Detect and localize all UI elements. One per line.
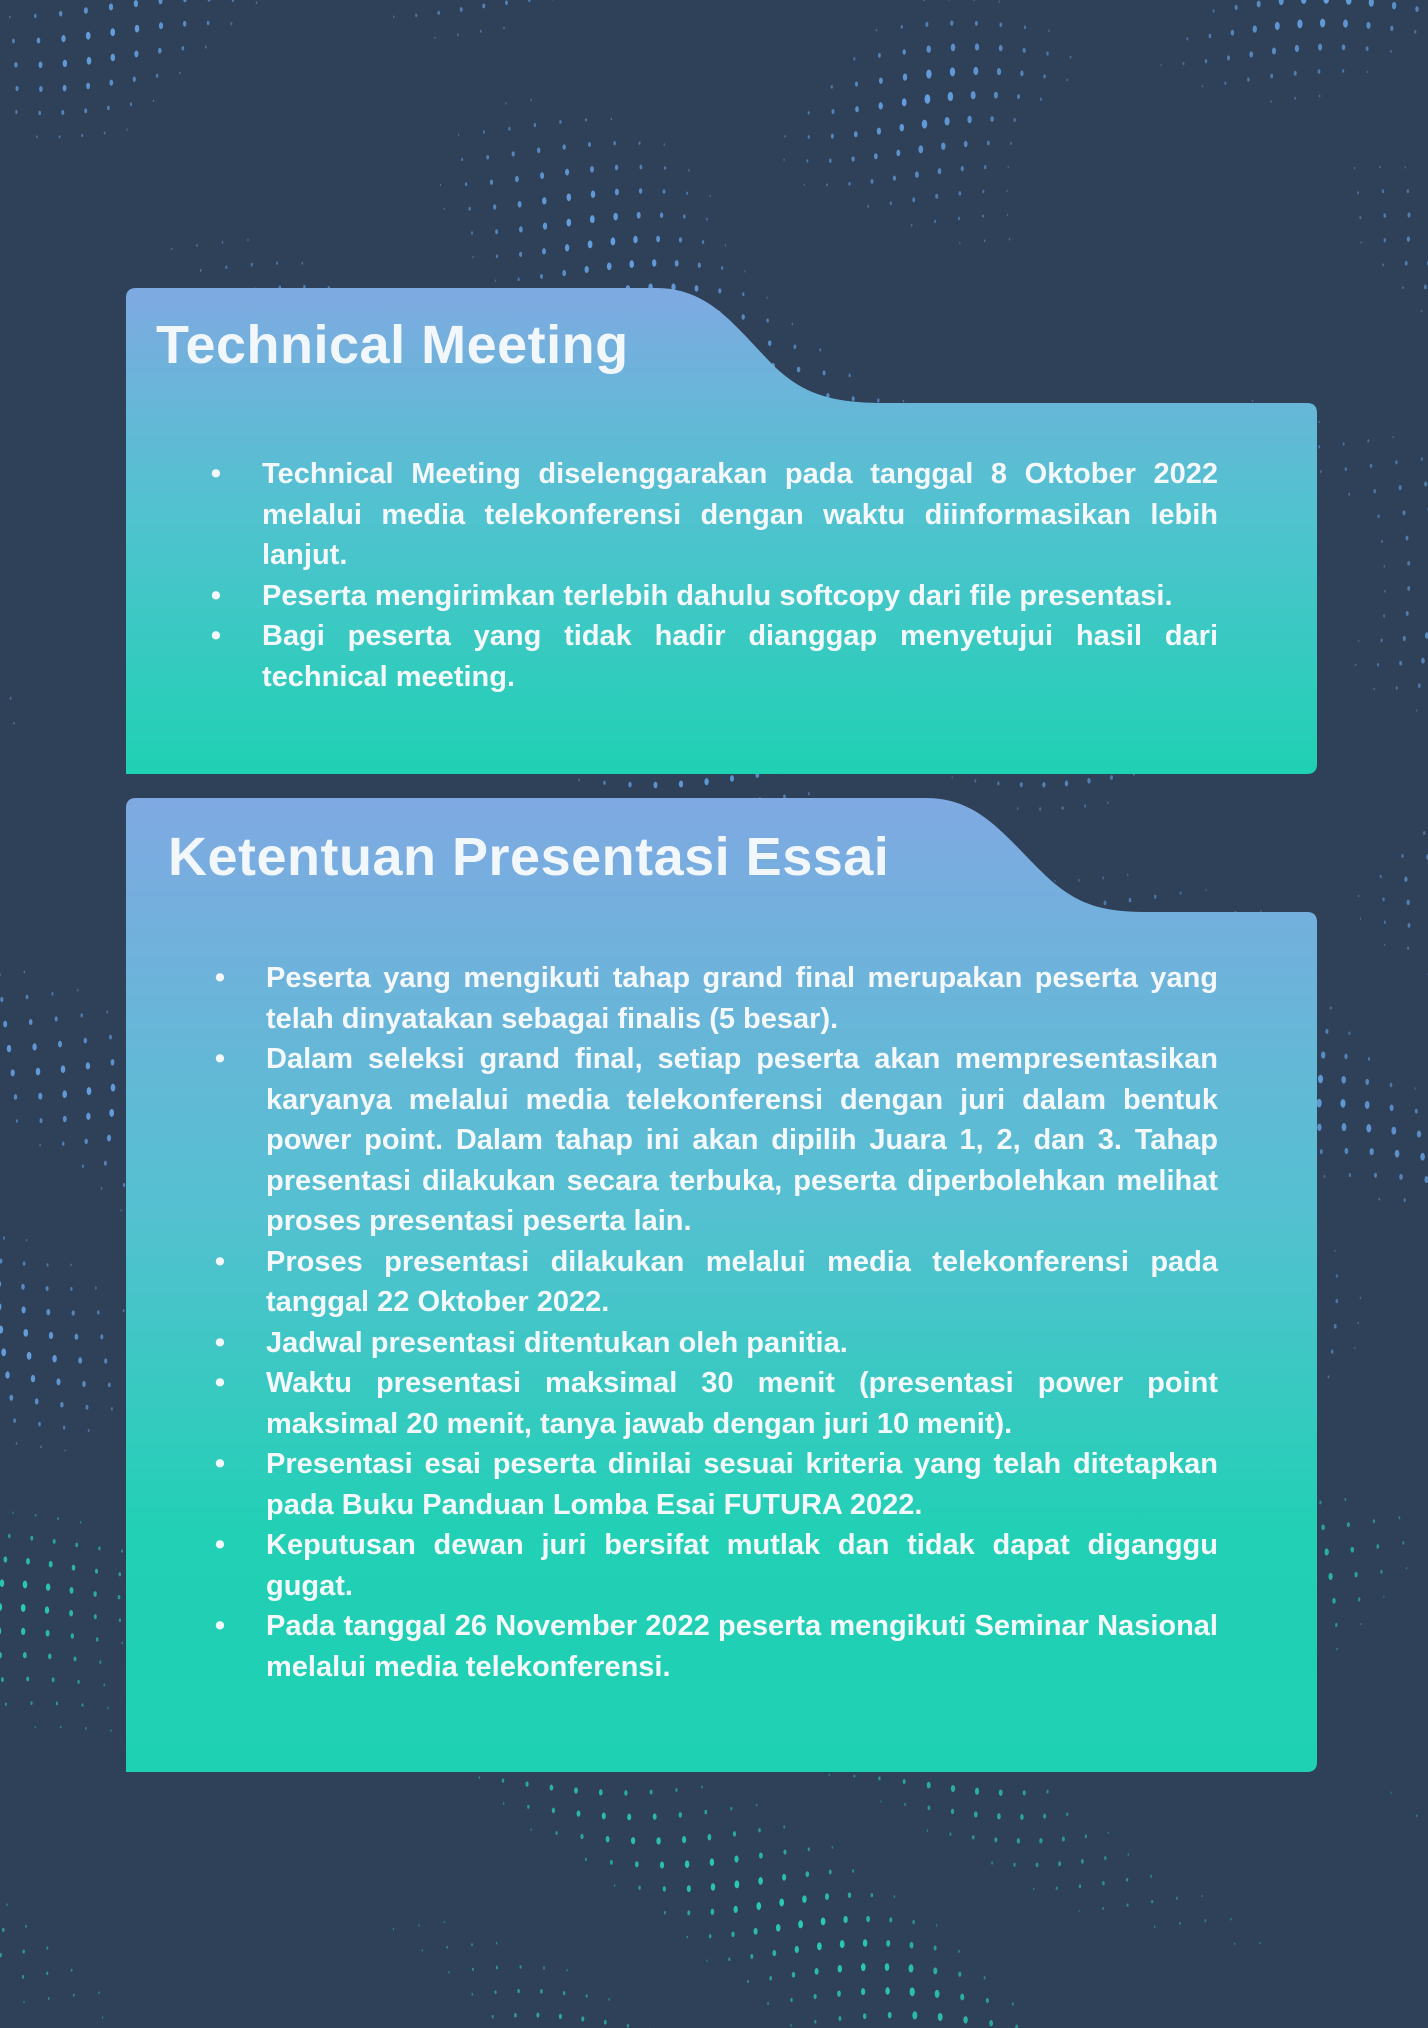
- bullet-icon: •: [210, 620, 222, 652]
- bullet-icon: •: [214, 1326, 226, 1359]
- bullet-icon: •: [214, 1367, 226, 1399]
- bullet-icon: •: [214, 1245, 226, 1278]
- list-item: [206, 576, 1218, 617]
- technical-meeting-title: Technical Meeting: [156, 315, 629, 375]
- bullet-icon: •: [214, 1529, 226, 1561]
- bullet-icon: •: [214, 1448, 226, 1480]
- list-item: [206, 454, 1218, 576]
- list-item: [210, 1039, 1218, 1242]
- list-item-text: Pada tanggal 26 November 2022 peserta mengikuti Seminar Nasional melalui media telekonferensi.: [266, 1610, 1218, 1683]
- list-item: [210, 1444, 1218, 1525]
- list-item: [210, 1323, 1218, 1364]
- technical-meeting-card: [126, 288, 1317, 774]
- bullet-icon: •: [210, 458, 222, 490]
- list-item-text: Presentasi esai peserta dinilai sesuai kriteria yang telah ditetapkan pada Buku Panduan Lomba Esai FUTURA 2022.: [266, 1448, 1218, 1521]
- ketentuan-presentasi-card: [126, 798, 1317, 1772]
- bullet-icon: •: [214, 1610, 226, 1642]
- list-item-text: Keputusan dewan juri bersifat mutlak dan tidak dapat diganggu gugat.: [266, 1529, 1218, 1602]
- bullet-icon: •: [214, 1043, 226, 1075]
- bullet-icon: •: [210, 579, 222, 612]
- list-item: [210, 1242, 1218, 1323]
- ketentuan-presentasi-list: [210, 958, 1218, 1687]
- bullet-icon: •: [214, 962, 226, 994]
- list-item: [210, 958, 1218, 1039]
- list-item-text: Technical Meeting diselenggarakan pada tanggal 8 Oktober 2022 melalui media telekonferensi dengan waktu diinformasikan lebih lanjut.: [262, 458, 1218, 571]
- technical-meeting-list: [206, 454, 1218, 697]
- list-item-text: Peserta mengirimkan terlebih dahulu softcopy dari file presentasi.: [262, 579, 1173, 612]
- list-item-text: Proses presentasi dilakukan melalui media telekonferensi pada tanggal 22 Oktober 2022.: [266, 1245, 1218, 1318]
- list-item: [206, 616, 1218, 697]
- list-item-text: Peserta yang mengikuti tahap grand final merupakan peserta yang telah dinyatakan sebagai finalis (5 besar).: [266, 962, 1218, 1035]
- list-item-text: Jadwal presentasi ditentukan oleh panitia.: [266, 1326, 848, 1359]
- list-item: [210, 1525, 1218, 1606]
- list-item-text: Dalam seleksi grand final, setiap peserta akan mempresentasikan karyanya melalui media telekonferensi dengan juri dalam bentuk power point. Dalam tahap ini akan dipilih Juara 1, 2, dan 3. Tahap presentasi dilakukan secara terbuka, peserta diperbolehkan melihat proses presentasi peserta lain.: [266, 1043, 1218, 1237]
- list-item-text: Waktu presentasi maksimal 30 menit (presentasi power point maksimal 20 menit, tanya jawab dengan juri 10 menit).: [266, 1367, 1218, 1440]
- list-item-text: Bagi peserta yang tidak hadir dianggap menyetujui hasil dari technical meeting.: [262, 620, 1218, 693]
- list-item: [210, 1606, 1218, 1687]
- ketentuan-presentasi-title: Ketentuan Presentasi Essai: [168, 827, 890, 887]
- list-item: [210, 1363, 1218, 1444]
